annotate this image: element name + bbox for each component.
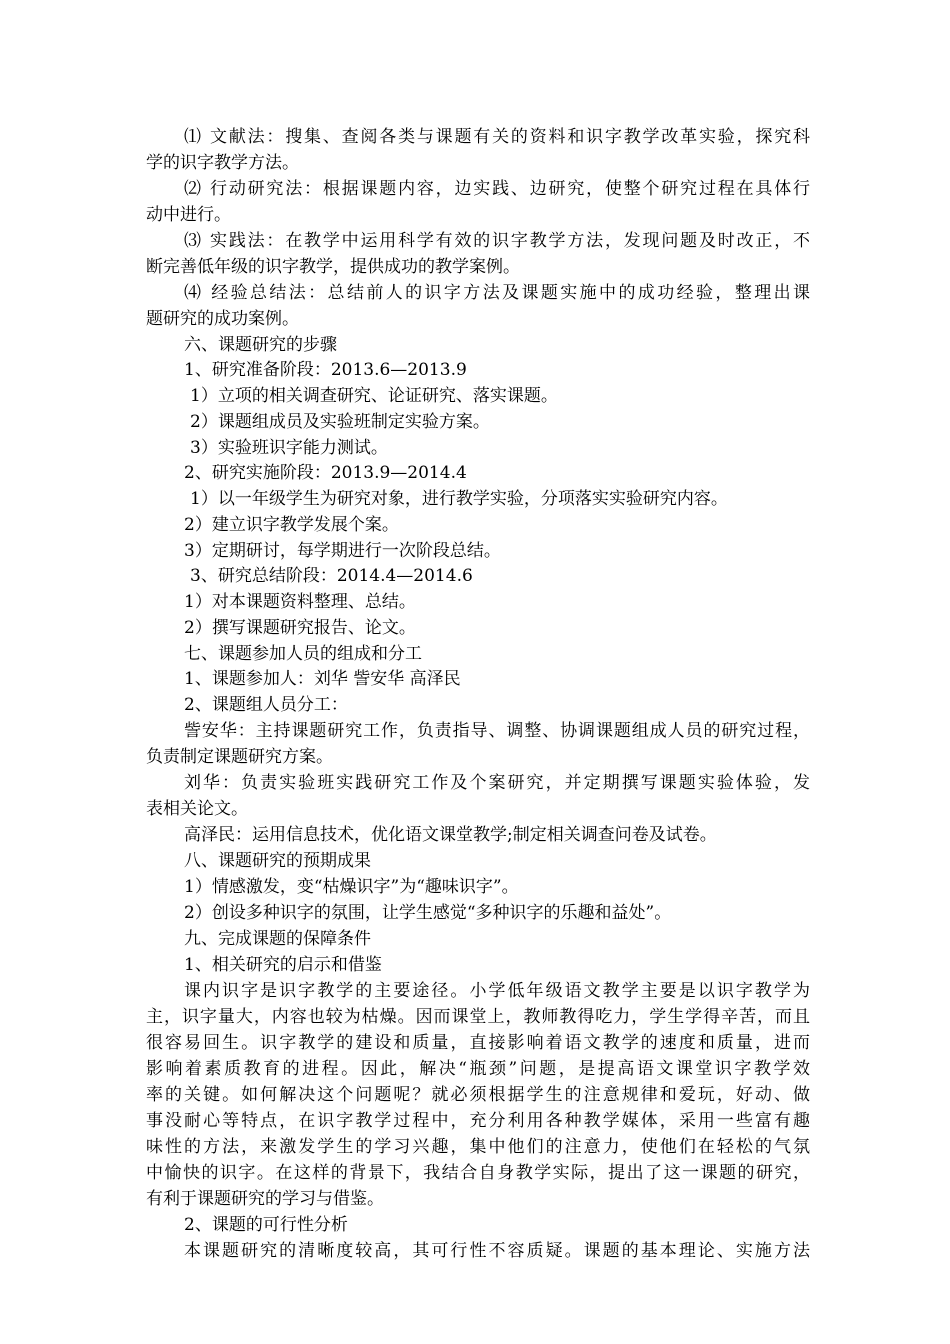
paragraph-line: 率的关键。如何解决这个问题呢？就必须根据学生的注意规律和爱玩，好动、做: [146, 1085, 810, 1105]
paragraph-line: 味性的方法，来激发学生的学习兴趣，集中他们的注意力，使他们在轻松的气氛: [146, 1137, 810, 1157]
method-literature-cont: 学的识字教学方法。: [146, 153, 299, 173]
list-item: 2）创设多种识字的氛围，让学生感觉“多种识字的乐趣和益处”。: [184, 903, 672, 923]
list-item: 2）建立识字教学发展个案。: [184, 515, 399, 535]
paragraph-line: 中愉快的识字。在这样的背景下，我结合自身教学实际，提出了这一课题的研究，: [146, 1163, 810, 1183]
stage-summary: 3、研究总结阶段：2014.4—2014.6: [190, 566, 473, 586]
paragraph-line: 有利于课题研究的学习与借鉴。: [146, 1189, 384, 1209]
list-item: 1）情感激发，变“枯燥识字”为“趣味识字”。: [184, 877, 519, 897]
paragraph-line: 事没耐心等特点，在识字教学过程中，充分利用各种教学媒体，采用一些富有趣: [146, 1111, 810, 1131]
stage-implementation: 2、研究实施阶段：2013.9—2014.4: [184, 463, 467, 483]
method-action-research-cont: 动中进行。: [146, 205, 231, 225]
paragraph-line: 课内识字是识字教学的主要途径。小学低年级语文教学主要是以识字教学为: [184, 981, 810, 1001]
list-item: 2）撰写课题研究报告、论文。: [184, 618, 416, 638]
member-role-zi-cont: 负责制定课题研究方案。: [146, 747, 333, 767]
method-action-research: ⑵ 行动研究法：根据课题内容，边实践、边研究，使整个研究过程在具体行: [184, 179, 810, 199]
member-role-zi: 訾安华：主持课题研究工作，负责指导、调整、协调课题组成人员的研究过程，: [184, 721, 810, 741]
method-experience: ⑷ 经验总结法：总结前人的识字方法及课题实施中的成功经验，整理出课: [184, 283, 810, 303]
subheading-feasibility: 2、课题的可行性分析: [184, 1215, 348, 1235]
section-heading-six: 六、课题研究的步骤: [184, 335, 337, 355]
paragraph-line: 很容易回生。识字教学的建设和质量，直接影响着语文教学的速度和质量，进而: [146, 1033, 810, 1053]
member-role-liu: 刘华：负责实验班实践研究工作及个案研究，并定期撰写课题实验体验，发: [184, 773, 810, 793]
section-heading-seven: 七、课题参加人员的组成和分工: [184, 644, 422, 664]
method-literature: ⑴ 文献法：搜集、查阅各类与课题有关的资料和识字教学改革实验，探究科: [184, 127, 810, 147]
list-item: 3）实验班识字能力测试。: [190, 438, 388, 458]
member-role-liu-cont: 表相关论文。: [146, 799, 248, 819]
section-heading-nine: 九、完成课题的保障条件: [184, 929, 371, 949]
list-item: 1）对本课题资料整理、总结。: [184, 592, 416, 612]
method-practice-cont: 断完善低年级的识字教学，提供成功的教学案例。: [146, 257, 520, 277]
paragraph-line: 主，识字量大，内容也较为枯燥。因而课堂上，教师教得吃力，学生学得辛苦，而且: [146, 1007, 810, 1027]
paragraph-line: 本课题研究的清晰度较高，其可行性不容质疑。课题的基本理论、实施方法: [184, 1241, 810, 1261]
list-item: 1）立项的相关调查研究、论证研究、落实课题。: [190, 386, 558, 406]
section-heading-eight: 八、课题研究的预期成果: [184, 851, 371, 871]
list-item: 3）定期研讨，每学期进行一次阶段总结。: [184, 541, 501, 561]
stage-preparation: 1、研究准备阶段：2013.6—2013.9: [184, 360, 467, 380]
subheading-reference: 1、相关研究的启示和借鉴: [184, 955, 382, 975]
method-practice: ⑶ 实践法：在教学中运用科学有效的识字教学方法，发现问题及时改正，不: [184, 231, 810, 251]
paragraph-line: 影响着素质教育的进程。因此，解决“瓶颈”问题，是提高语文课堂识字教学效: [146, 1059, 810, 1079]
division-heading: 2、课题组人员分工：: [184, 695, 348, 715]
participants: 1、课题参加人：刘华 訾安华 高泽民: [184, 669, 461, 689]
list-item: 1）以一年级学生为研究对象，进行教学实验，分项落实实验研究内容。: [190, 489, 728, 509]
method-experience-cont: 题研究的成功案例。: [146, 309, 299, 329]
member-role-gao: 高泽民：运用信息技术，优化语文课堂教学;制定相关调查问卷及试卷。: [184, 825, 717, 845]
list-item: 2）课题组成员及实验班制定实验方案。: [190, 412, 490, 432]
